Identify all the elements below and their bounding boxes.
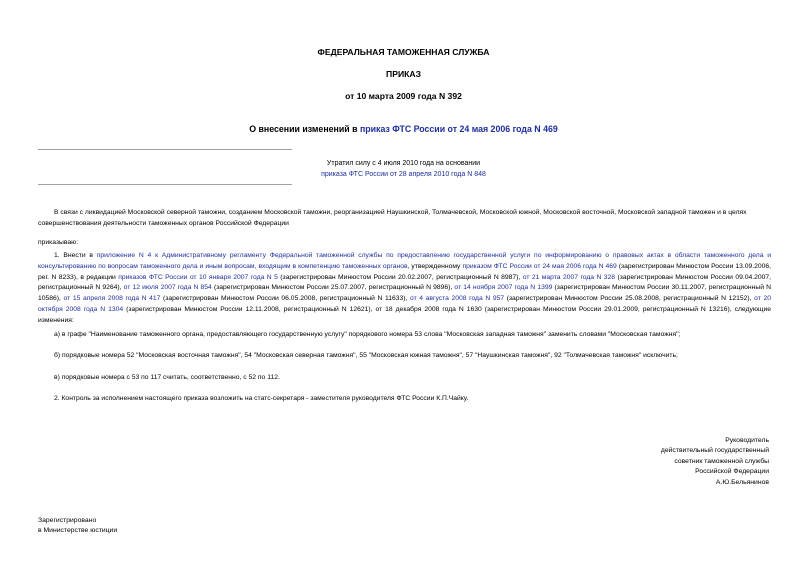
item1-text: (зарегистрирован Минюстом России 12.11.2008, регистрационный N 12621), от 18 декабря 2008 года N 1630 (зарегистрирован Минюстом России 29.01.2009, регистрационный N 13216), следующие изменения:: [38, 305, 771, 324]
signature-name: А.Ю.Бельянинов: [715, 478, 769, 486]
item1-text: (зарегистрирован Минюстом России 25.07.2007, регистрационный N 9896),: [211, 284, 455, 292]
item1-text: (зарегистрирован Минюстом России 09.04.2007, регистрационный N 9264),: [38, 273, 771, 292]
doc-type: ПРИКАЗ: [386, 69, 421, 79]
status-note-line2: [0, 169, 807, 180]
item1-text: (зарегистрирован Минюстом России 30.11.2007, регистрационный N 10586),: [38, 284, 771, 303]
item1-text: (зарегистрирован Минюстом России 25.08.2008, регистрационный N 12152),: [504, 295, 755, 303]
agency-title: ФЕДЕРАЛЬНАЯ ТАМОЖЕННАЯ СЛУЖБА: [317, 47, 490, 57]
item1-link-appendix[interactable]: приложение N 4 к Административному регламенту Федеральной таможенной службы по предоставлению государственной услуги по информированию о правовых актах в области таможенного дела и консультированию по вопросам таможенного дела и иным вопросам, входящим в компетенцию таможенных органов: [38, 252, 772, 270]
item-a-paragraph: а) в графе "Наименование таможенного органа, предоставляющего государственную услугу" порядкового номера 53 слова "Московская западная таможня" заменить словами "Московская таможня";: [54, 331, 681, 338]
doc-subject: [0, 124, 807, 134]
divider-bottom: [38, 184, 292, 185]
status-note-link[interactable]: приказа ФТС России от 28 апреля 2010 года N 848: [321, 171, 486, 178]
item1-text: (зарегистрирован Минюстом России 20.02.2007, регистрационный N 8987),: [277, 273, 523, 281]
signature-country: Российской Федерации: [695, 468, 769, 476]
signature-rank: действительный государственный: [660, 447, 769, 455]
item1-link-order-1399[interactable]: от 14 ноября 2007 года N 1399: [454, 284, 553, 292]
signature-rank-2: советник таможенной службы: [674, 457, 769, 465]
item1-link-order-957[interactable]: от 4 августа 2008 года N 957: [409, 295, 505, 303]
item1-paragraph: [38, 251, 771, 327]
item1-text: , утвержденному: [407, 262, 463, 270]
item1-link-order-5[interactable]: приказов ФТС России от 10 января 2007 года N 5: [118, 273, 278, 281]
item1-text: 1. Внести в: [54, 252, 97, 259]
item-c-paragraph: в) порядковые номера с 53 по 117 считать, соответственно, с 52 по 112.: [54, 374, 280, 381]
item1-text: (зарегистрирован Минюстом России 13.09.2006, рег. N 8233), в редакции: [38, 262, 772, 281]
subject-link[interactable]: приказ ФТС России от 24 мая 2006 года N 469: [359, 124, 558, 134]
item1-link-order-1304[interactable]: от 20 октября 2008 года N 1304: [38, 295, 771, 313]
registration-line1: Зарегистрировано: [38, 517, 97, 524]
item1-link-order-854[interactable]: от 12 июля 2007 года N 854: [123, 284, 212, 292]
item-b-paragraph: б) порядковые номера 52 "Московская восточная таможня", 54 "Московская северная таможня", 55 "Московская южная таможня", 57 "Наушкинская таможня", 92 "Толмачевская таможня" исключить;: [54, 352, 678, 359]
signature-position: Руководитель: [725, 437, 769, 444]
registration-block: [38, 516, 117, 537]
status-note-line1: Утратил силу с 4 июля 2010 года на основании: [326, 160, 481, 167]
item1-link-order-417[interactable]: от 15 апреля 2008 года N 417: [63, 295, 161, 303]
order-word: приказываю:: [38, 239, 79, 246]
divider-top: [38, 149, 292, 150]
item1-link-order-328[interactable]: от 21 марта 2007 года N 328: [522, 273, 616, 281]
item1-link-order-469[interactable]: приказом ФТС России от 24 мая 2006 года N 469: [462, 262, 617, 270]
doc-date-number: от 10 марта 2009 года N 392: [345, 91, 462, 101]
preamble-paragraph: В связи с ликвидацией Московской северной таможни, созданием Московской таможни, реорганизацией Наушкинской, Толмачевской, Московской южной, Московской восточной, Московской западной таможен и в целях совершенствования деятельности таможенных органов Российской Федерации: [38, 209, 747, 227]
signature-block: [661, 436, 769, 488]
registration-line2: в Министерстве юстиции: [38, 527, 118, 535]
subject-prefix: О внесении изменений в: [249, 124, 360, 134]
item1-text: (зарегистрирован Минюстом России 06.05.2008, регистрационный N 11633),: [160, 295, 410, 303]
item2-paragraph: 2. Контроль за исполнением настоящего приказа возложить на статс-секретаря - заместителя руководителя ФТС России К.П.Чайку.: [54, 395, 469, 402]
